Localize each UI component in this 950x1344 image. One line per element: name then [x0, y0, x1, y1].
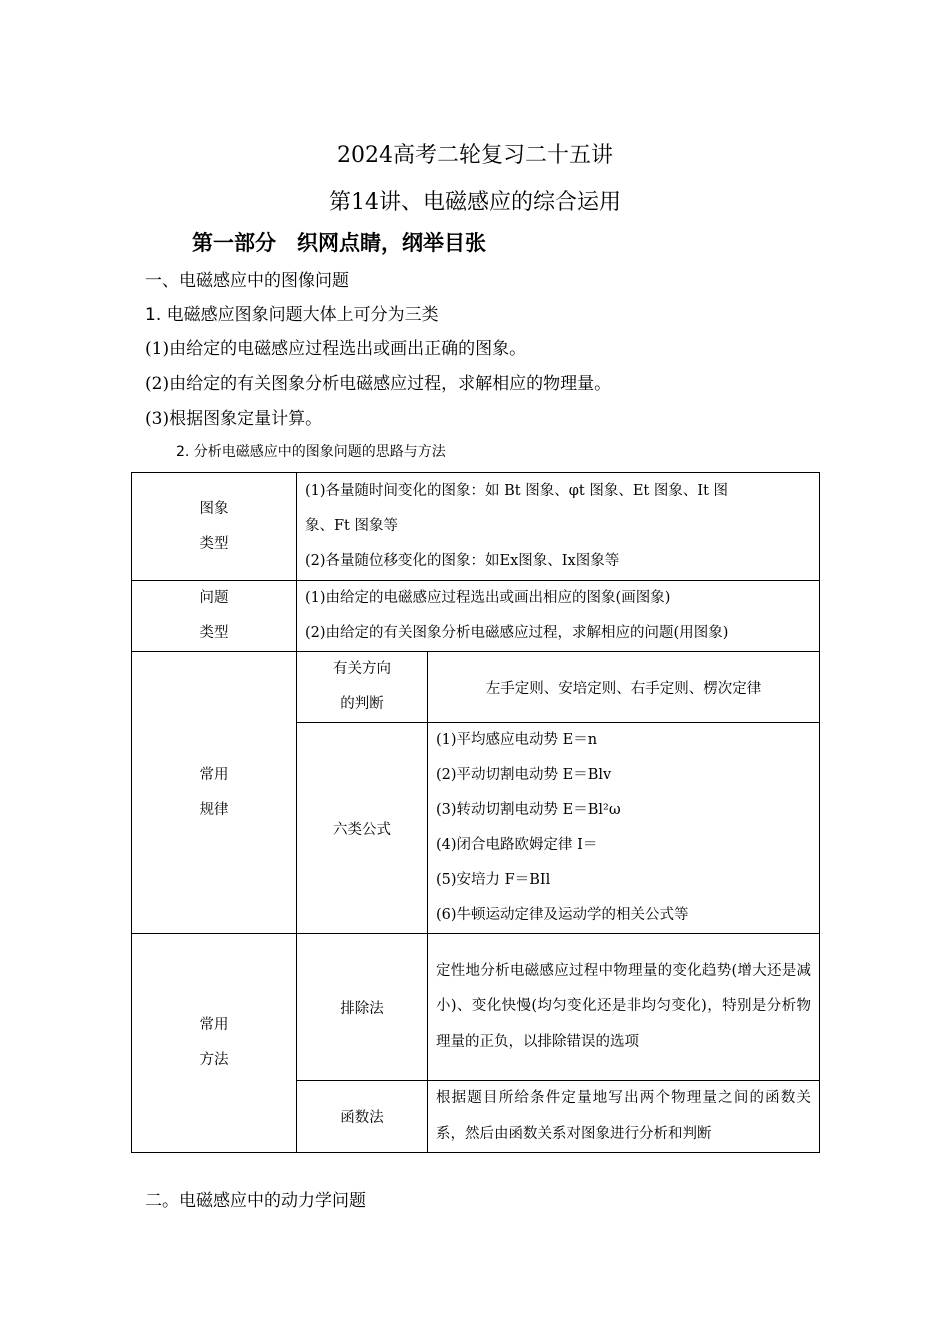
row-label: 常用 方法	[132, 934, 297, 1153]
table-line: (2)由给定的有关图象分析电磁感应过程，求解相应的问题(用图象)	[305, 625, 729, 641]
row-label: 常用 规律	[132, 652, 297, 934]
sub-content: 根据题目所给条件定量地写出两个物理量之间的函数关系，然后由函数关系对图象进行分析和判断	[428, 1081, 820, 1153]
part-heading: 第一部分 织网点睛，纲举目张	[192, 231, 486, 255]
row-label: 图象 类型	[132, 473, 297, 581]
list-item: (3)根据图象定量计算。	[145, 409, 323, 429]
formula-item: (2)平动切割电动势 E＝Blv	[436, 767, 612, 783]
document-title: 2024高考二轮复习二十五讲	[337, 143, 613, 168]
formula-item: (6)牛顿运动定律及运动学的相关公式等	[436, 907, 689, 923]
table-line: (1)由给定的电磁感应过程选出或画出相应的图象(画图象)	[305, 590, 671, 606]
row-label: 问题 类型	[132, 581, 297, 652]
row-content	[297, 581, 820, 652]
formula-item: (4)闭合电路欧姆定律 I＝	[436, 837, 598, 853]
list-item: (1)由给定的电磁感应过程选出或画出正确的图象。	[145, 339, 527, 359]
sub-content: 左手定则、安培定则、右手定则、楞次定律	[428, 652, 820, 723]
formula-item: (1)平均感应电动势 E＝n	[436, 732, 598, 748]
table-line: (1)各量随时间变化的图象：如 Bt 图象、φt 图象、Et 图象、It 图	[305, 483, 729, 499]
section-heading: 二。电磁感应中的动力学问题	[145, 1191, 366, 1211]
table-row	[132, 934, 820, 1081]
table-row	[132, 652, 820, 723]
lecture-title: 第14讲、电磁感应的综合运用	[329, 190, 621, 215]
formula-item: (3)转动切割电动势 E＝Bl²ω	[436, 802, 621, 818]
sub-label: 有关方向 的判断	[297, 652, 428, 723]
sub-content: 定性地分析电磁感应过程中物理量的变化趋势(增大还是减小)、变化快慢(均匀变化还是非均匀变化)，特别是分析物理量的正负，以排除错误的选项	[428, 934, 820, 1081]
section-heading: 一、电磁感应中的图像问题	[145, 271, 349, 291]
formula-item: (5)安培力 F＝BIl	[436, 872, 551, 888]
sub-label: 函数法	[297, 1081, 428, 1153]
sub-label: 排除法	[297, 934, 428, 1081]
point-heading: 2. 分析电磁感应中的图象问题的思路与方法	[176, 444, 446, 460]
table-line: (2)各量随位移变化的图象：如Ex图象、Ix图象等	[305, 553, 620, 569]
row-content	[297, 473, 820, 581]
method-table	[131, 472, 820, 1153]
point-heading: 1. 电磁感应图象问题大体上可分为三类	[145, 305, 439, 325]
formula-list	[428, 723, 820, 934]
table-row	[132, 473, 820, 581]
table-line: 象、Ft 图象等	[305, 518, 398, 534]
table-row	[132, 581, 820, 652]
list-item: (2)由给定的有关图象分析电磁感应过程，求解相应的物理量。	[145, 374, 612, 394]
sub-label: 六类公式	[297, 723, 428, 934]
